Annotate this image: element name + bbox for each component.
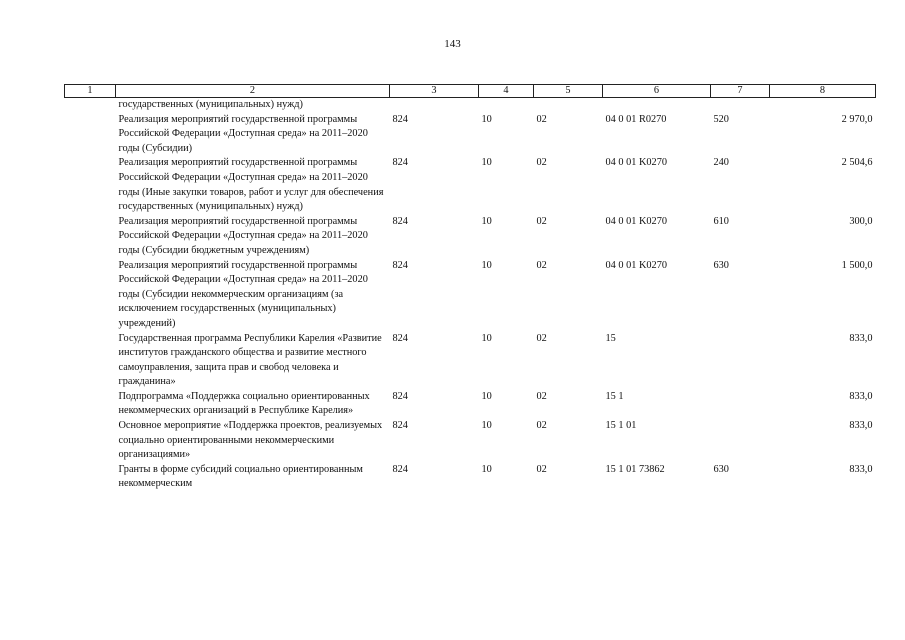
- section-code-cell: [479, 98, 534, 113]
- column-header-5: 5: [534, 85, 603, 98]
- row-number-cell: [65, 419, 116, 463]
- expense-type-cell: 520: [713, 113, 729, 125]
- subsection-code-cell: 02: [536, 332, 547, 344]
- subsection-code-cell: 02: [536, 420, 547, 432]
- ministry-code-cell: 824: [392, 390, 408, 402]
- target-article-cell: [603, 98, 711, 113]
- ministry-code-cell: 824: [392, 113, 408, 125]
- target-article-cell: 15 1 01: [605, 420, 637, 432]
- table-row: [65, 215, 876, 259]
- column-header-3: 3: [390, 85, 479, 98]
- table-row: [65, 463, 876, 492]
- amount-cell: [770, 98, 876, 113]
- subsection-code-cell: 02: [536, 157, 547, 169]
- row-name-cell: Государственная программа Республики Карелия «Развитие институтов гражданского общества и развитие местного самоуправления, защита прав и свобод человека и гражданина»: [118, 332, 382, 388]
- column-header-7: 7: [711, 85, 770, 98]
- table-body: [65, 98, 876, 493]
- column-header-6: 6: [603, 85, 711, 98]
- row-number-cell: [65, 390, 116, 419]
- expense-type-cell: [711, 390, 770, 419]
- row-number-cell: [65, 113, 116, 157]
- expense-type-cell: [711, 419, 770, 463]
- subsection-code-cell: 02: [536, 390, 547, 402]
- ministry-code-cell: 824: [392, 332, 408, 344]
- ministry-code-cell: 824: [392, 463, 408, 475]
- table-row: [65, 156, 876, 214]
- section-code-cell: 10: [481, 420, 492, 432]
- section-code-cell: 10: [481, 215, 492, 227]
- amount-cell: 1 500,0: [841, 259, 873, 271]
- target-article-cell: 04 0 01 R0270: [605, 113, 667, 125]
- row-number-cell: [65, 332, 116, 390]
- table-row: [65, 259, 876, 332]
- target-article-cell: 15 1: [605, 390, 624, 402]
- row-number-cell: [65, 259, 116, 332]
- row-name-cell: государственных (муниципальных) нужд): [118, 99, 303, 110]
- ministry-code-cell: 824: [392, 259, 408, 271]
- row-name-cell: Гранты в форме субсидий социально ориентированным некоммерческим: [118, 463, 363, 490]
- target-article-cell: 15: [605, 332, 616, 344]
- expense-type-cell: 630: [713, 259, 729, 271]
- row-number-cell: [65, 215, 116, 259]
- section-code-cell: 10: [481, 113, 492, 125]
- subsection-code-cell: 02: [536, 463, 547, 475]
- ministry-code-cell: [390, 98, 479, 113]
- row-name-cell: Реализация мероприятий государственной программы Российской Федерации «Доступная среда» на 2011–2020 годы (Субсидии): [118, 113, 368, 154]
- row-number-cell: [65, 463, 116, 492]
- amount-cell: 833,0: [849, 390, 873, 402]
- column-header-4: 4: [479, 85, 534, 98]
- expense-type-cell: 240: [713, 157, 729, 169]
- amount-cell: 833,0: [849, 463, 873, 475]
- section-code-cell: 10: [481, 463, 492, 475]
- ministry-code-cell: 824: [392, 157, 408, 169]
- column-number-row: [65, 85, 876, 98]
- subsection-code-cell: 02: [536, 259, 547, 271]
- section-code-cell: 10: [481, 157, 492, 169]
- row-name-cell: Основное мероприятие «Поддержка проектов, реализуемых социально ориентированными некоммерческими организациями»: [118, 420, 383, 461]
- row-number-cell: [65, 98, 116, 113]
- subsection-code-cell: 02: [536, 113, 547, 125]
- target-article-cell: 04 0 01 K0270: [605, 215, 667, 227]
- amount-cell: 2 970,0: [841, 113, 873, 125]
- table-row: [65, 419, 876, 463]
- column-header-8: 8: [770, 85, 876, 98]
- expense-type-cell: 610: [713, 215, 729, 227]
- target-article-cell: 04 0 01 K0270: [605, 259, 667, 271]
- column-header-1: 1: [65, 85, 116, 98]
- page-number: 143: [444, 38, 461, 50]
- ministry-code-cell: 824: [392, 215, 408, 227]
- section-code-cell: 10: [481, 332, 492, 344]
- subsection-code-cell: 02: [536, 215, 547, 227]
- table-row: [65, 98, 876, 113]
- ministry-code-cell: 824: [392, 420, 408, 432]
- target-article-cell: 04 0 01 K0270: [605, 157, 667, 169]
- subsection-code-cell: [534, 98, 603, 113]
- amount-cell: 2 504,6: [841, 157, 873, 169]
- table-row: [65, 332, 876, 390]
- expense-type-cell: [711, 332, 770, 390]
- row-number-cell: [65, 156, 116, 214]
- column-header-2: 2: [116, 85, 390, 98]
- row-name-cell: Реализация мероприятий государственной программы Российской Федерации «Доступная среда» на 2011–2020 годы (Иные закупки товаров, работ и услуг для обеспечения государственных (муниципальных) нужд): [118, 157, 384, 213]
- row-name-cell: Подпрограмма «Поддержка социально ориентированных некоммерческих организаций в Республике Карелия»: [118, 390, 370, 417]
- expense-type-cell: [711, 98, 770, 113]
- section-code-cell: 10: [481, 259, 492, 271]
- table-row: [65, 390, 876, 419]
- table-row: [65, 113, 876, 157]
- budget-table: [64, 84, 876, 492]
- amount-cell: 833,0: [849, 420, 873, 432]
- amount-cell: 300,0: [849, 215, 873, 227]
- row-name-cell: Реализация мероприятий государственной программы Российской Федерации «Доступная среда» на 2011–2020 годы (Субсидии бюджетным учреждениям): [118, 215, 368, 256]
- section-code-cell: 10: [481, 390, 492, 402]
- row-name-cell: Реализация мероприятий государственной программы Российской Федерации «Доступная среда» на 2011–2020 годы (Субсидии некоммерческим организациям (за исключением государственных (муниципальных) учреждений): [118, 259, 368, 329]
- amount-cell: 833,0: [849, 332, 873, 344]
- target-article-cell: 15 1 01 73862: [605, 463, 665, 475]
- expense-type-cell: 630: [713, 463, 729, 475]
